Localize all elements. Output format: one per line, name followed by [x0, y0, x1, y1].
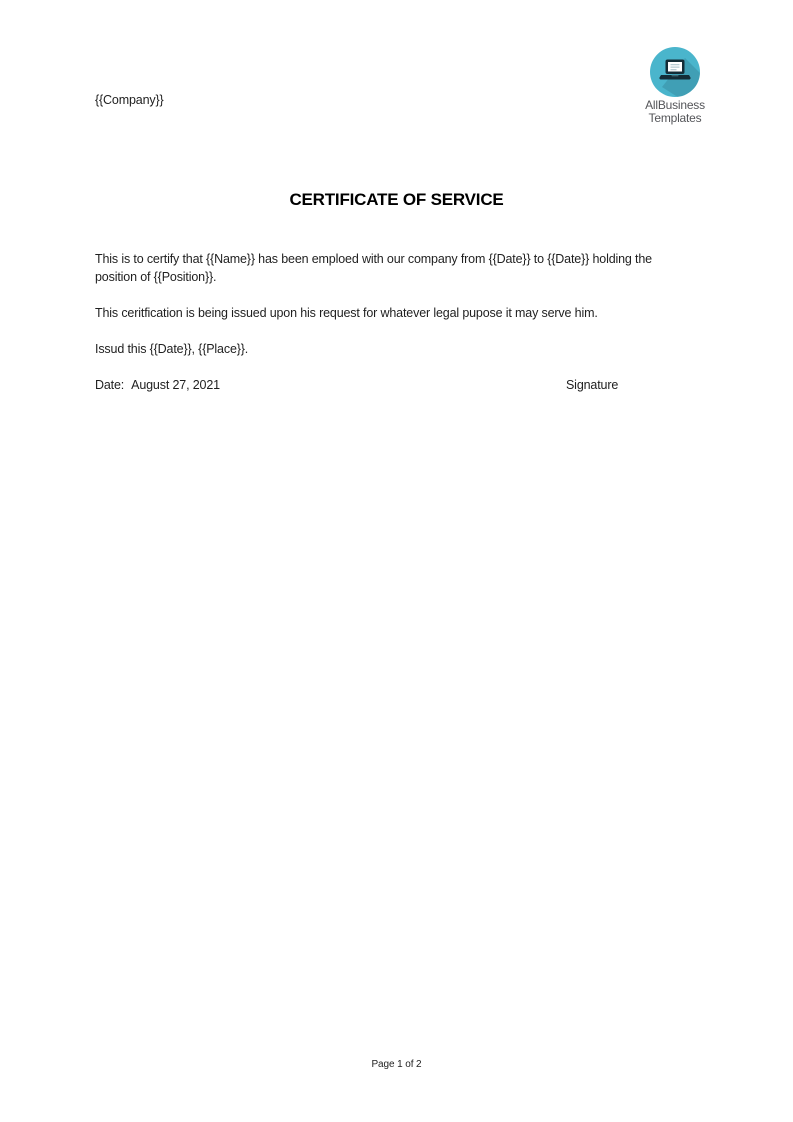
logo-text-line1: AllBusiness	[645, 98, 705, 112]
paragraph-issued: Issud this {{Date}}, {{Place}}.	[95, 342, 249, 356]
page-number: Page 1 of 2	[371, 1059, 422, 1070]
allbusiness-templates-logo	[640, 47, 710, 125]
date-label: Date:	[95, 378, 125, 392]
laptop-icon	[650, 47, 700, 97]
page-footer	[0, 1059, 793, 1070]
signature-label: Signature	[566, 378, 619, 392]
date-signature-row	[95, 376, 696, 394]
document-body	[95, 250, 696, 394]
paragraph-certification-purpose: This ceritfication is being issued upon his request for whatever legal pupose it may serve him.	[95, 306, 598, 320]
page-title: CERTIFICATE OF SERVICE	[289, 190, 504, 209]
company-placeholder: {{Company}}	[95, 93, 164, 107]
paragraph-certify: This is to certify that {{Name}} has been emploed with our company from {{Date}} to {{Date}} holding the position of {{Position}}.	[95, 252, 652, 284]
logo-text	[640, 99, 710, 125]
logo-text-line2: Templates	[648, 111, 702, 125]
date-value: August 27, 2021	[131, 378, 220, 392]
